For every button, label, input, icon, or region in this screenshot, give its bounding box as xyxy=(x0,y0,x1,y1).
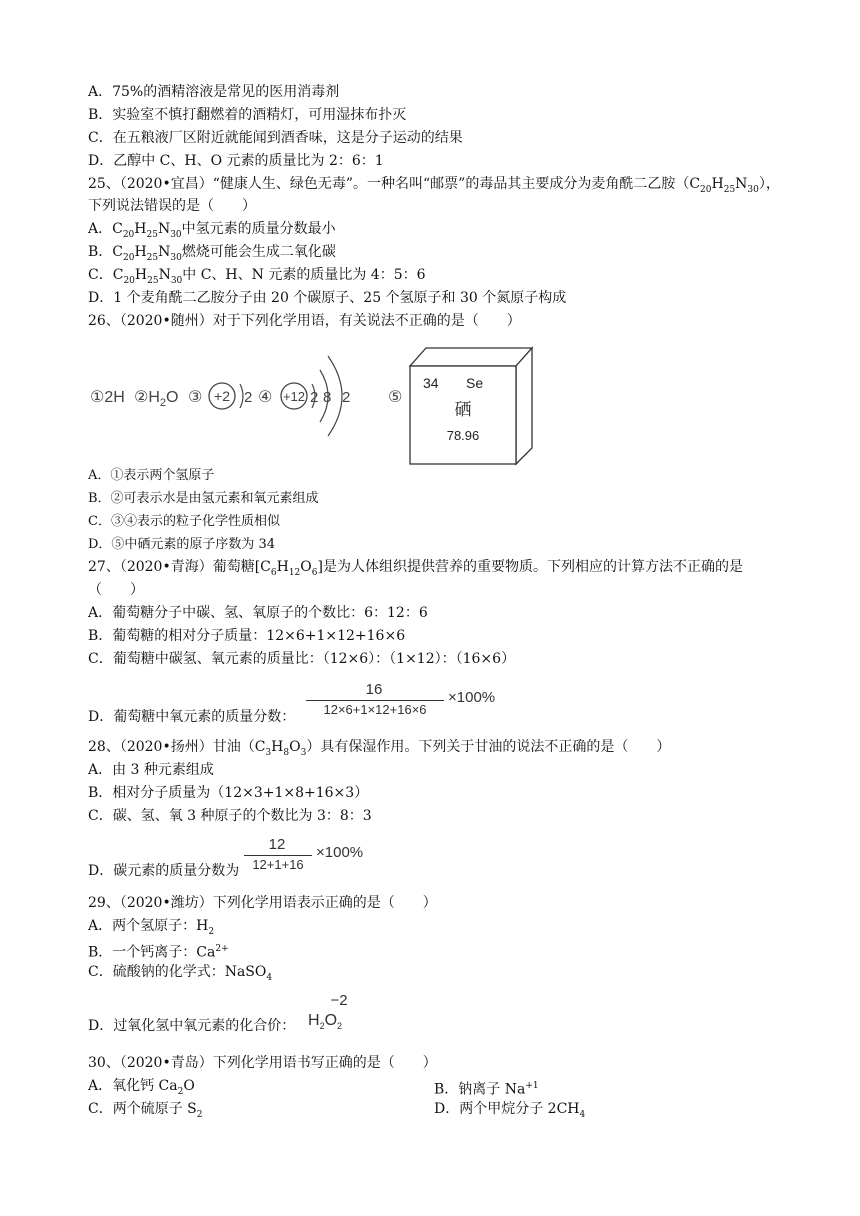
q24-option-c: C．在五粮液厂区附近就能闻到酒香味，这是分子运动的结果 xyxy=(88,130,463,146)
q28-option-b: B．相对分子质量为（12×3+1×8+16×3） xyxy=(88,785,369,801)
q28-option-d: D．碳元素的质量分数为 xyxy=(88,863,240,879)
q27-paren: （ ） xyxy=(88,582,144,598)
fig-label-1: ①2H xyxy=(90,389,125,406)
q28-option-a: A．由 3 种元素组成 xyxy=(88,762,214,778)
q29-option-c: C．硫酸钠的化学式：NaSO$_4$ xyxy=(88,964,273,983)
q30-option-d: D．两个甲烷分子 $2CH_4$ xyxy=(434,1101,586,1120)
q27-option-c: C．葡萄糖中碳氢、氧元素的质量比：（12×6）：（1×12）：（16×6） xyxy=(88,651,516,667)
q27-option-a: A．葡萄糖分子中碳、氢、氧原子的个数比：6：12：6 xyxy=(88,605,428,621)
q29-option-d: D．过氧化氢中氧元素的化合价： xyxy=(88,1018,296,1034)
q26-option-a: A．①表示两个氢原子 xyxy=(88,468,215,483)
q25-stem: 25、（2020•宜昌）“健康人生、绿色无毒”。一种名叫“邮票”的毒品其主要成分为麦角酰二乙胺$(C_{20}H_{25}N_{30})$， xyxy=(88,176,780,195)
fig-label-2: $②H_2O$ xyxy=(134,389,179,409)
nucleus-3-charge: +2 xyxy=(214,388,230,404)
q25-option-a: A．$C_{20}H_{25}N_{30}$中氢元素的质量分数最小 xyxy=(88,221,336,240)
shell-4-count-3: 2 xyxy=(342,389,351,406)
atomic-number: 34 xyxy=(423,375,439,391)
element-symbol: Se xyxy=(466,375,484,391)
q25-option-c: C．$C_{20}H_{25}N_{30}$中 C、H、N 元素的质量比为 4：5：6 xyxy=(88,267,426,286)
fig-label-5: ⑤ xyxy=(388,389,403,406)
q27-option-b: B．葡萄糖的相对分子质量：12×6+1×12+16×6 xyxy=(88,628,406,644)
shell-4-count-2: 8 xyxy=(323,389,332,406)
shell-3-arc xyxy=(240,384,243,408)
q29-d-formula: −2 $H_2O_2$ xyxy=(308,992,348,1032)
q26-option-d: D．⑤中硒元素的原子序数为 34 xyxy=(88,537,276,552)
shell-3-count: 2 xyxy=(244,389,253,406)
q29-option-a: A．两个氢原子：$H_2$ xyxy=(88,918,215,937)
q26-figure xyxy=(80,340,560,470)
q27-option-d: D．葡萄糖中氧元素的质量分数： xyxy=(88,709,296,725)
shell-4-count-1: 2 xyxy=(310,389,319,406)
q30-option-c: C．两个硫原子 $S_2$ xyxy=(88,1101,203,1120)
q25-stem-2: 下列说法错误的是（ ） xyxy=(88,198,256,214)
q26-option-b: B．②可表示水是由氢元素和氧元素组成 xyxy=(88,491,319,506)
nucleus-4-charge: +12 xyxy=(282,389,306,404)
q28-d-fraction: 12 12+1+16 ×100% xyxy=(242,836,382,876)
fig-label-4: ④ xyxy=(258,389,273,406)
q29-option-b: B．一个钙离子：$Ca^{2+}$ xyxy=(88,944,229,961)
fig-label-3: ③ xyxy=(188,389,203,406)
q27-stem: 27、（2020•青海）葡萄糖$[C_6H_{12}O_6]$是为人体组织提供营养的重要物质。下列相应的计算方法不正确的是 xyxy=(88,559,743,578)
element-name: 硒 xyxy=(454,400,472,420)
atomic-mass: 78.96 xyxy=(446,428,480,443)
q26-option-c: C．③④表示的粒子化学性质相似 xyxy=(88,514,280,529)
q30-option-b: B．钠离子 $Na^{+1}$ xyxy=(434,1081,539,1098)
q24-option-b: B．实验室不慎打翻燃着的酒精灯，可用湿抹布扑灭 xyxy=(88,107,407,123)
q30-stem: 30、（2020•青岛）下列化学用语书写正确的是（ ） xyxy=(88,1055,437,1071)
q27-d-fraction: 16 12×6+1×12+16×6 ×100% xyxy=(304,681,514,721)
q29-stem: 29、（2020•潍坊）下列化学用语表示正确的是（ ） xyxy=(88,895,437,911)
q28-option-c: C．碳、氢、氧 3 种原子的个数比为 3：8：3 xyxy=(88,808,372,824)
q24-option-a: A．75%的酒精溶液是常见的医用消毒剂 xyxy=(88,84,340,100)
q28-stem: 28、（2020•扬州）甘油$(C_3H_8O_3)$具有保湿作用。下列关于甘油的说法不正确的是（ ） xyxy=(88,739,671,758)
q30-option-a: A．氧化钙 $Ca_2O$ xyxy=(88,1078,195,1097)
q25-option-b: B．$C_{20}H_{25}N_{30}$燃烧可能会生成二氧化碳 xyxy=(88,244,336,263)
q24-option-d: D．乙醇中 C、H、O 元素的质量比为 2：6：1 xyxy=(88,153,384,169)
q25-option-d: D．1 个麦角酰二乙胺分子由 20 个碳原子、25 个氢原子和 30 个氮原子构成 xyxy=(88,290,567,306)
q26-stem: 26、（2020•随州）对于下列化学用语，有关说法不正确的是（ ） xyxy=(88,313,521,329)
